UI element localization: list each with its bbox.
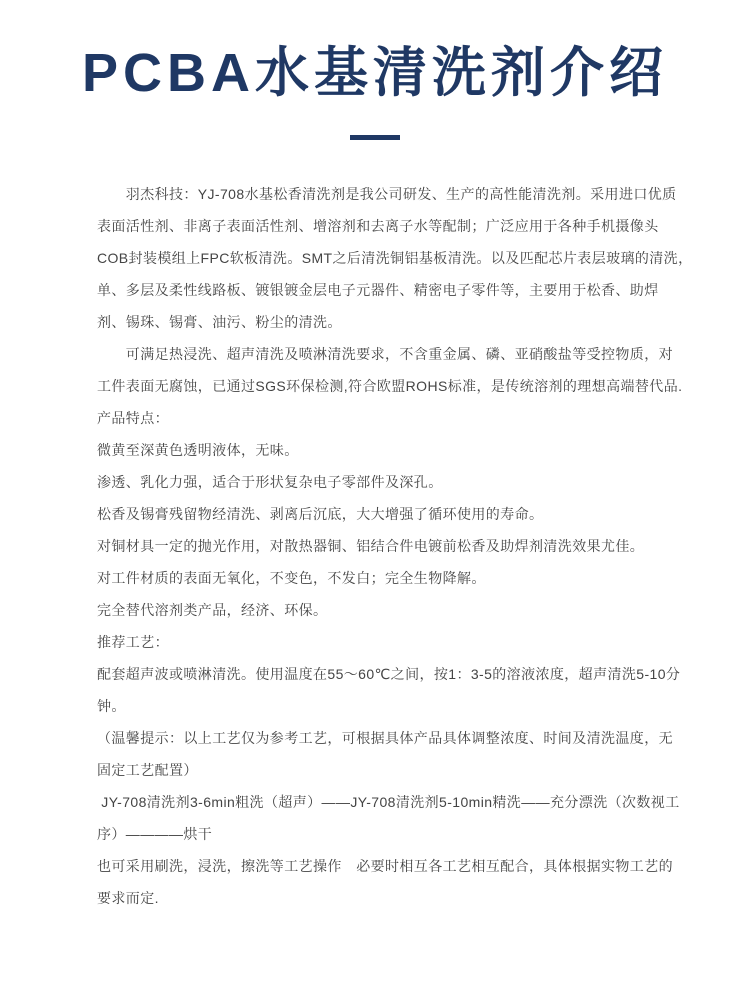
- text-line: 钟。: [97, 698, 126, 714]
- text-line: 羽杰科技：YJ-708水基松香清洗剂是我公司研发、生产的高性能清洗剂。采用进口优质: [97, 186, 677, 202]
- text-line: 可满足热浸洗、超声清洗及喷淋清洗要求，不含重金属、磷、亚硝酸盐等受控物质，对: [97, 346, 673, 362]
- text-line: 完全替代溶剂类产品，经济、环保。: [97, 602, 328, 618]
- section-heading-product-features: 产品特点：: [97, 410, 169, 426]
- text-line: 工件表面无腐蚀，已通过SGS环保检测,符合欧盟ROHS标准，是传统溶剂的理想高端替代品.: [97, 378, 683, 394]
- text-line: JY-708清洗剂3-6min粗洗（超声）——JY-708清洗剂5-10min精洗——充分漂洗（次数视工: [97, 794, 680, 810]
- text-line: 固定工艺配置）: [97, 762, 198, 778]
- text-line: 配套超声波或喷淋清洗。使用温度在55～60℃之间，按1：3-5的溶液浓度，超声清洗5-10分: [97, 666, 681, 682]
- text-line: 渗透、乳化力强，适合于形状复杂电子零部件及深孔。: [97, 474, 443, 490]
- text-line: 对铜材具一定的抛光作用，对散热器铜、铝结合件电镀前松香及助焊剂清洗效果尤佳。: [97, 538, 645, 554]
- text-line: 对工件材质的表面无氧化，不变色，不发白；完全生物降解。: [97, 570, 486, 586]
- text-line: 单、多层及柔性线路板、镀银镀金层电子元器件、精密电子零件等，主要用于松香、助焊: [97, 282, 659, 298]
- text-line: 也可采用刷洗，浸洗，擦洗等工艺操作 必要时相互各工艺相互配合，具体根据实物工艺的: [97, 858, 673, 874]
- text-line: 松香及锡膏残留物经清洗、剥离后沉底，大大增强了循环使用的寿命。: [97, 506, 544, 522]
- text-line: 序）————烘干: [97, 826, 213, 842]
- section-heading-recommended-process: 推荐工艺：: [97, 634, 169, 650]
- text-line: COB封装模组上FPC软板清洗。SMT之后清洗铜铝基板清洗。以及匹配芯片表层玻璃的清洗，: [97, 250, 693, 266]
- text-line: 剂、锡珠、锡膏、油污、粉尘的清洗。: [97, 314, 342, 330]
- text-line: （温馨提示：以上工艺仅为参考工艺，可根据具体产品具体调整浓度、时间及清洗温度，无: [97, 730, 673, 746]
- document-title: PCBA水基清洗剂介绍: [81, 43, 668, 103]
- title-dash-divider: —: [350, 106, 400, 162]
- text-line: 表面活性剂、非离子表面活性剂、增溶剂和去离子水等配制；广泛应用于各种手机摄像头: [97, 218, 659, 234]
- document-body: [97, 178, 693, 914]
- text-line: 微黄至深黄色透明液体，无味。: [97, 442, 299, 458]
- text-line: 要求而定.: [97, 890, 159, 906]
